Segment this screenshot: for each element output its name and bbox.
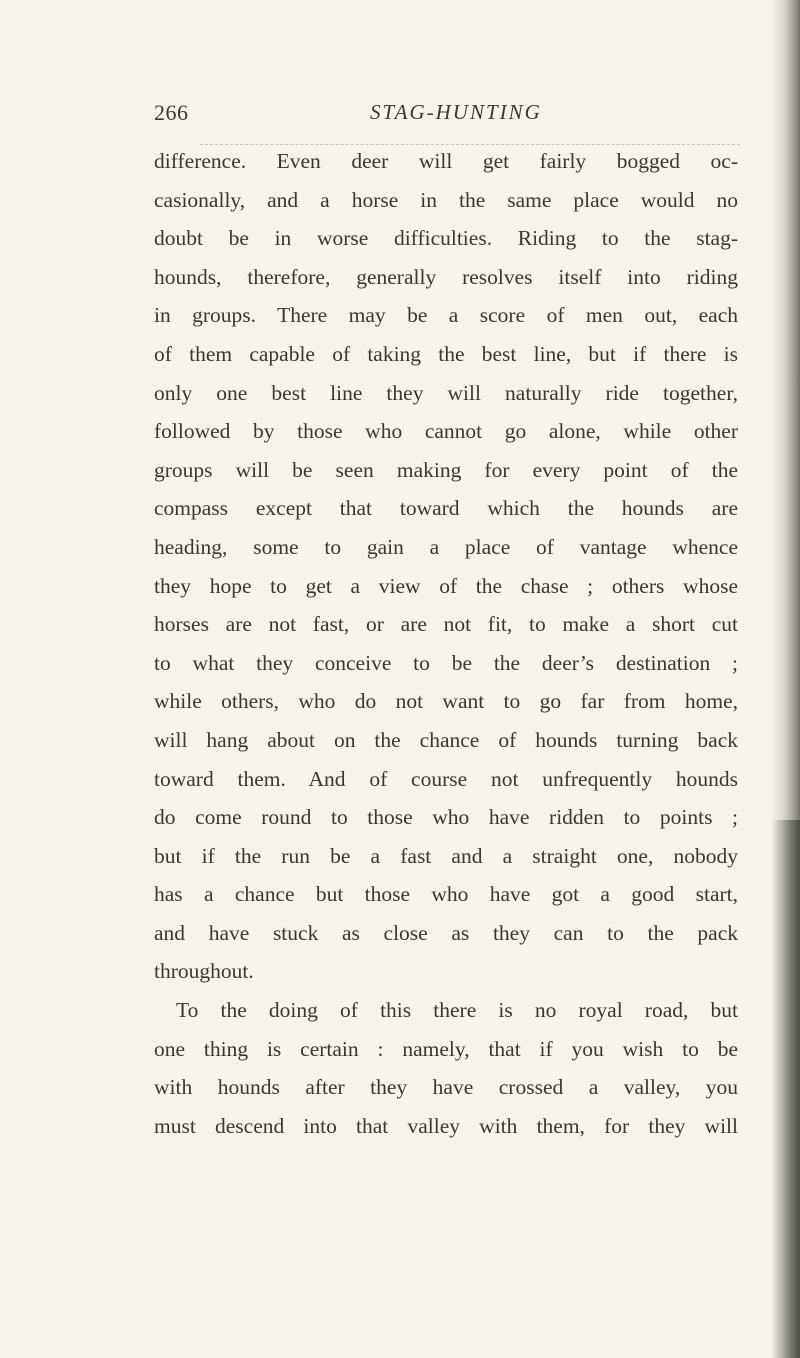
text-line: they hope to get a view of the chase ; others whose (154, 573, 738, 598)
body-text (154, 142, 738, 1145)
text-line: will hang about on the chance of hounds turning back (154, 727, 738, 752)
text-line: followed by those who cannot go alone, while other (154, 419, 738, 444)
text-line: in groups. There may be a score of men out, each (154, 303, 738, 328)
text-line: casionally, and a horse in the same place would no (154, 187, 738, 212)
text-line: and have stuck as close as they can to the pack (154, 920, 738, 945)
page-edge-shadow-lower (772, 820, 800, 1358)
text-line: do come round to those who have ridden to points ; (154, 805, 738, 830)
text-line: one thing is certain : namely, that if you wish to be (154, 1036, 738, 1061)
text-line: throughout. (154, 959, 254, 984)
text-line: of them capable of taking the best line, but if there is (154, 341, 738, 366)
text-line: only one best line they will naturally ride together, (154, 380, 738, 405)
text-line: groups will be seen making for every point of the (154, 457, 738, 482)
text-line: difference. Even deer will get fairly bogged oc- (154, 149, 738, 173)
running-head: STAG-HUNTING (370, 100, 542, 124)
text-line: doubt be in worse difficulties. Riding to the stag- (154, 226, 738, 251)
page-header (154, 100, 738, 136)
text-line: has a chance but those who have got a good start, (154, 882, 738, 907)
text-line: but if the run be a fast and a straight one, nobody (154, 843, 738, 868)
text-line: with hounds after they have crossed a valley, you (154, 1075, 738, 1100)
text-line: while others, who do not want to go far from home, (154, 689, 738, 714)
text-line: toward them. And of course not unfrequently hounds (154, 766, 738, 791)
text-line: To the doing of this there is no royal road, but (176, 998, 738, 1023)
text-line: compass except that toward which the hounds are (154, 496, 738, 521)
text-line: to what they conceive to be the deer’s destination ; (154, 650, 738, 675)
text-line: horses are not fast, or are not fit, to make a short cut (154, 612, 738, 637)
page-number: 266 (154, 100, 189, 125)
text-line: hounds, therefore, generally resolves itself into riding (154, 264, 738, 289)
text-line: heading, some to gain a place of vantage whence (154, 534, 738, 559)
text-line: must descend into that valley with them, for they will (154, 1113, 738, 1138)
